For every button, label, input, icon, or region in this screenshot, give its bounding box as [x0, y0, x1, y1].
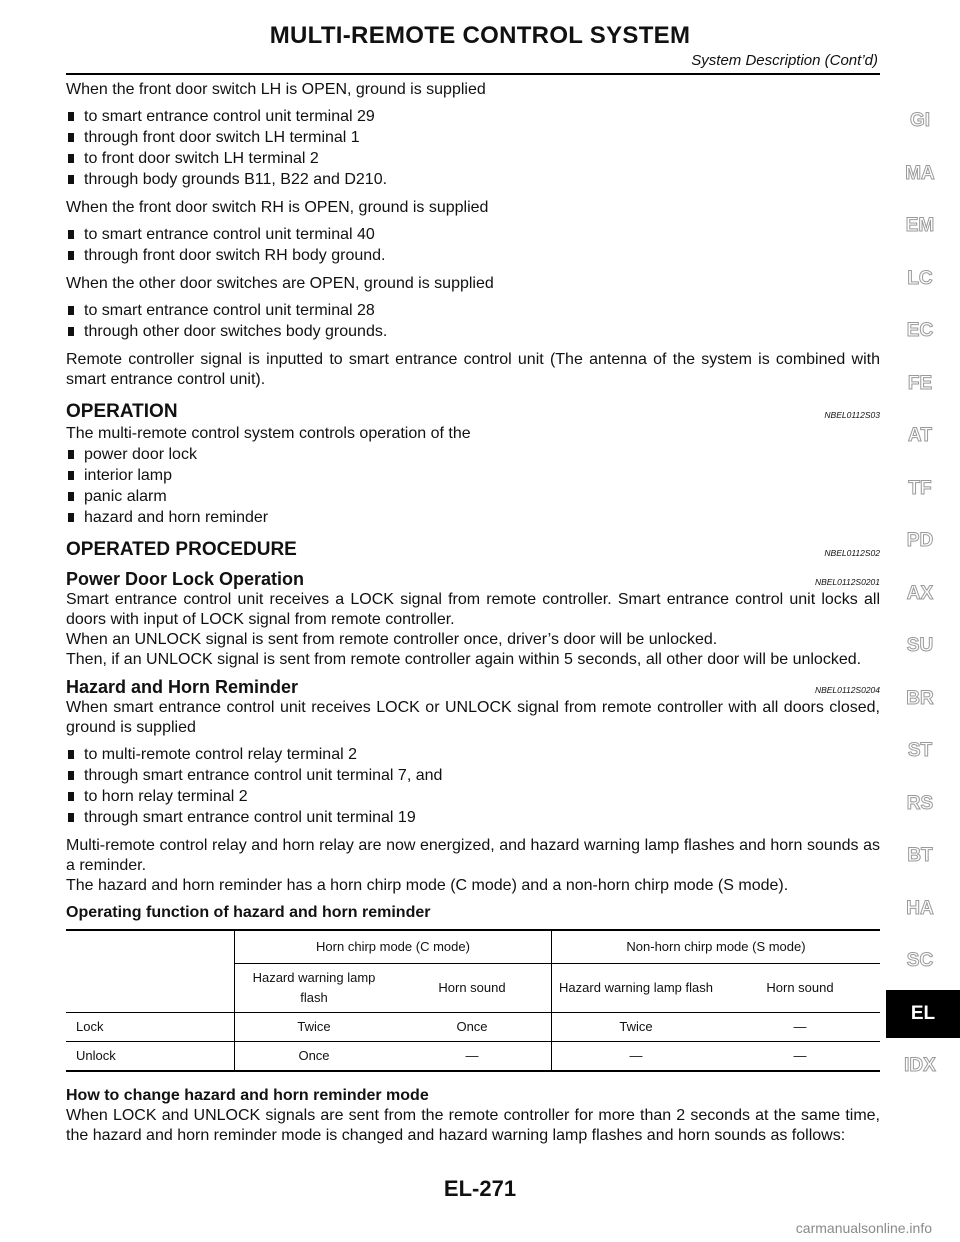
- col-header: Horn sound: [720, 964, 880, 1013]
- table-cell: —: [552, 1042, 721, 1072]
- col-header: Hazard warning lamp flash: [235, 964, 394, 1013]
- col-group-s-mode: Non-horn chirp mode (S mode): [552, 930, 881, 964]
- col-header: Hazard warning lamp flash: [552, 964, 721, 1013]
- section-tab-pd[interactable]: PD: [906, 530, 934, 551]
- section-tab-gi[interactable]: GI: [909, 110, 931, 131]
- section-code: NBEL0112S0201: [814, 577, 880, 587]
- table-cell: —: [720, 1013, 880, 1042]
- section-tab-br[interactable]: BR: [906, 687, 934, 709]
- page-header: [0, 0, 960, 70]
- operation-text: The multi-remote control system controls operation of the: [66, 425, 471, 442]
- hazard-text: When smart entrance control unit receives LOCK or UNLOCK signal from remote controller with all doors closed, ground is supplied: [66, 699, 880, 736]
- row-label: Lock: [66, 1013, 235, 1042]
- table-row: [66, 1042, 880, 1072]
- section-tab-tf[interactable]: TF: [908, 477, 932, 499]
- watermark: carmanualsonline.info: [795, 1220, 932, 1236]
- section-tab-el-active[interactable]: EL: [886, 990, 960, 1038]
- table-cell: Twice: [235, 1013, 394, 1042]
- list-item: hazard and horn reminder: [66, 508, 880, 528]
- operation-heading: OPERATION NBEL0112S03: [66, 400, 880, 424]
- reminder-table: [66, 929, 880, 1072]
- para-lh: When the front door switch LH is OPEN, ground is supplied: [66, 81, 486, 98]
- section-tab-lc[interactable]: LC: [907, 267, 933, 289]
- section-tab-ma[interactable]: MA: [905, 162, 935, 184]
- list-item: power door lock: [66, 445, 880, 465]
- hazard-text: Multi-remote control relay and horn relay are now energized, and hazard warning lamp flashes and horn sounds as a reminder.: [66, 837, 880, 874]
- page-title: MULTI-REMOTE CONTROL SYSTEM: [269, 22, 691, 49]
- procedure-heading: OPERATED PROCEDURE NBEL0112S02: [66, 538, 880, 562]
- list-item: through front door switch LH terminal 1: [66, 128, 880, 148]
- section-tab-at[interactable]: AT: [908, 425, 932, 446]
- para-rh: When the front door switch RH is OPEN, ground is supplied: [66, 199, 489, 216]
- section-tab-sc[interactable]: SC: [906, 950, 934, 971]
- list-item: to smart entrance control unit terminal 29: [66, 107, 880, 127]
- table-cell: —: [393, 1042, 552, 1072]
- list-item: to smart entrance control unit terminal 40: [66, 225, 880, 245]
- section-code: NBEL0112S0204: [814, 685, 880, 695]
- section-tab-rs[interactable]: RS: [906, 792, 934, 814]
- list-item: through smart entrance control unit terminal 7, and: [66, 766, 880, 786]
- section-code: NBEL0112S02: [824, 548, 880, 558]
- section-tab-index: [880, 95, 960, 1092]
- door-lock-heading: Power Door Lock Operation NBEL0112S0201: [66, 568, 880, 590]
- table-header-row: [66, 964, 880, 1013]
- page-subtitle: System Description (Cont’d): [691, 52, 878, 69]
- section-tab-bt[interactable]: BT: [907, 845, 933, 866]
- list-item: interior lamp: [66, 466, 880, 486]
- para-other: When the other door switches are OPEN, ground is supplied: [66, 275, 494, 292]
- list-item: to horn relay terminal 2: [66, 787, 880, 807]
- change-mode-heading: How to change hazard and horn reminder mode: [66, 1087, 429, 1104]
- list-item: to multi-remote control relay terminal 2: [66, 745, 880, 765]
- page-number: EL-271: [443, 1176, 517, 1201]
- section-tab-su[interactable]: SU: [906, 635, 934, 656]
- section-code: NBEL0112S03: [824, 410, 880, 420]
- hazard-text: The hazard and horn reminder has a horn chirp mode (C mode) and a non-horn chirp mode (S mode).: [66, 877, 789, 894]
- col-group-c-mode: Horn chirp mode (C mode): [235, 930, 552, 964]
- table-cell: Twice: [552, 1013, 721, 1042]
- table-cell: Once: [393, 1013, 552, 1042]
- door-lock-line: Then, if an UNLOCK signal is sent from remote controller again within 5 seconds, all other door will be unlocked.: [66, 651, 862, 668]
- para-remote: Remote controller signal is inputted to smart entrance control unit (The antenna of the system is combined with smart entrance control unit).: [66, 351, 880, 388]
- door-lock-line: Smart entrance control unit receives a LOCK signal from remote controller. Smart entrance control unit locks all doors with input of LOCK signal from remote controller.: [66, 591, 880, 628]
- table-title: Operating function of hazard and horn reminder: [66, 904, 431, 921]
- list-item: through other door switches body grounds.: [66, 322, 880, 342]
- table-cell: —: [720, 1042, 880, 1072]
- list-item: panic alarm: [66, 487, 880, 507]
- section-tab-st[interactable]: ST: [907, 740, 933, 761]
- header-rule: [66, 73, 880, 75]
- change-mode-text: When LOCK and UNLOCK signals are sent from the remote controller for more than 2 seconds at the same time, the hazard and horn reminder mode is changed and hazard warning lamp flashes and horn sounds as follows:: [66, 1107, 880, 1144]
- table-row: [66, 1013, 880, 1042]
- section-tab-ec[interactable]: EC: [906, 320, 934, 341]
- table-header-row: [66, 930, 880, 964]
- door-lock-line: When an UNLOCK signal is sent from remote controller once, driver’s door will be unlocked.: [66, 631, 718, 648]
- section-tab-em[interactable]: EM: [905, 215, 935, 236]
- main-content: [66, 80, 880, 1146]
- section-tab-ax[interactable]: AX: [906, 582, 934, 604]
- row-label: Unlock: [66, 1042, 235, 1072]
- list-item: to front door switch LH terminal 2: [66, 149, 880, 169]
- section-tab-fe[interactable]: FE: [907, 372, 933, 394]
- list-item: through body grounds B11, B22 and D210.: [66, 170, 880, 190]
- col-header: Horn sound: [393, 964, 552, 1013]
- section-tab-ha[interactable]: HA: [906, 897, 934, 919]
- table-cell: Once: [235, 1042, 394, 1072]
- list-item: through smart entrance control unit terminal 19: [66, 808, 880, 828]
- list-item: to smart entrance control unit terminal 28: [66, 301, 880, 321]
- hazard-heading: Hazard and Horn Reminder NBEL0112S0204: [66, 676, 880, 698]
- list-item: through front door switch RH body ground.: [66, 246, 880, 266]
- section-tab-idx[interactable]: IDX: [904, 1054, 936, 1076]
